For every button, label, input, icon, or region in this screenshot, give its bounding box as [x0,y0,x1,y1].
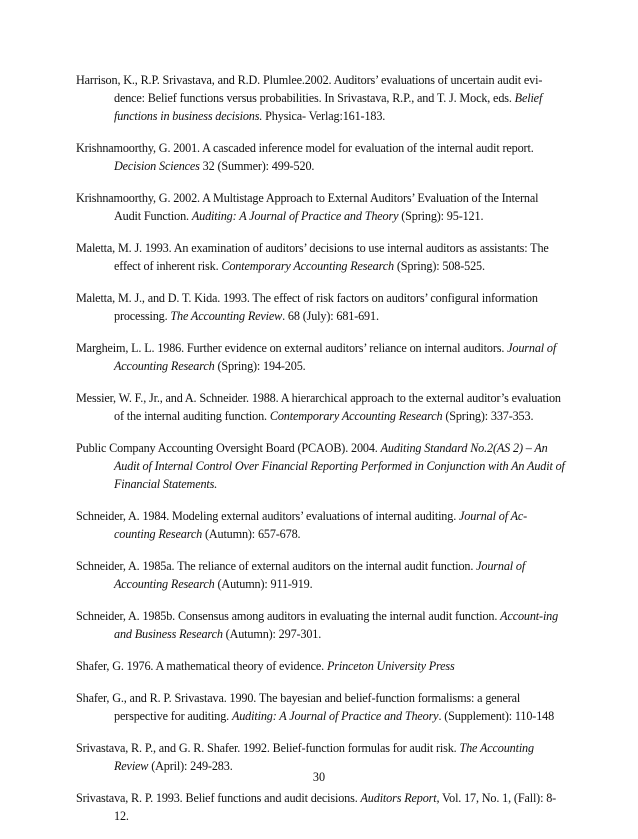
reference-source-title: The Accounting Review [114,741,534,773]
reference-text: . 68 (July): 681-691. [282,309,379,323]
reference-text: Margheim, L. L. 1986. Further evidence on external auditors’ reliance on internal auditors. [76,341,508,355]
reference-text: Physica- Verlag:161-183. [262,109,386,123]
reference-text: Harrison, K., R.P. Srivastava, and R.D. Plumlee.2002. Auditors’ evaluations of uncertain audit evi-dence: Belief functions versus probabilities. In Srivastava, R.P., and T. J. Mock, eds. [76,73,543,105]
reference-entry [76,389,566,425]
reference-source-title: Decision Sciences [114,159,200,173]
reference-text: Maletta, M. J. 1993. An examination of auditors’ decisions to use internal auditors as assistants: The effect of inherent risk. [76,241,549,273]
reference-entry [76,289,566,325]
reference-source-title: Auditors Report, [360,791,440,805]
reference-entry [76,189,566,225]
reference-text: Maletta, M. J., and D. T. Kida. 1993. The effect of risk factors on auditors’ configural information processing. [76,291,538,323]
page-number: 30 [312,770,326,784]
reference-source-title: The Accounting Review [170,309,283,323]
reference-text: Srivastava, R. P., and G. R. Shafer. 1992. Belief-function formulas for audit risk. [76,741,460,755]
reference-text: (Autumn): 297-301. [222,627,322,641]
reference-text: Vol. 17, No. 1, (Fall): 8-12. [114,791,557,823]
reference-text: Shafer, G. 1976. A mathematical theory of evidence. [76,659,327,673]
reference-text: (Autumn): 657-678. [202,527,301,541]
reference-entry [76,439,566,493]
reference-entry [76,789,566,825]
reference-source-title: Belief functions in business decisions. [114,91,543,123]
reference-text: . (Supplement): 110-148 [438,709,555,723]
reference-text: Schneider, A. 1985b. Consensus among auditors in evaluating the internal audit function. [76,609,501,623]
reference-entry [76,657,566,675]
reference-text: (April): 249-283. [148,759,233,773]
reference-entry [76,71,566,125]
reference-source-title: Journal of Accounting Research [114,341,557,373]
reference-text: Srivastava, R. P. 1993. Belief functions and audit decisions. [76,791,361,805]
reference-source-title: Auditing: A Journal of Practice and Theory [191,209,399,223]
reference-entry [76,607,566,643]
reference-source-title: Auditing Standard No.2(AS 2) – An Audit of Internal Control Over Financial Reporting Performed in Conjunction with An Audit of Financial Statements. [114,441,565,491]
reference-text: Schneider, A. 1985a. The reliance of external auditors on the internal audit function. [76,559,477,573]
reference-entry [76,507,566,543]
reference-source-title: Auditing: A Journal of Practice and Theory [231,709,439,723]
reference-source-title: Contemporary Accounting Research [221,259,394,273]
reference-text: (Spring): 337-353. [442,409,534,423]
reference-list [76,71,566,839]
reference-entry [76,557,566,593]
reference-text: Schneider, A. 1984. Modeling external auditors’ evaluations of internal auditing. [76,509,459,523]
reference-entry [76,239,566,275]
reference-entry [76,689,566,725]
reference-source-title: Account-ing and Business Research [114,609,559,641]
reference-entry [76,339,566,375]
reference-text: (Autumn): 911-919. [214,577,313,591]
reference-source-title: Journal of Ac-counting Research [114,509,528,541]
reference-text: (Spring): 194-205. [214,359,306,373]
reference-source-title: Contemporary Accounting Research [269,409,443,423]
reference-text: (Spring): 95-121. [398,209,484,223]
reference-source-title: Princeton University Press [326,659,455,673]
reference-source-title: Journal of Accounting Research [114,559,526,591]
reference-text: Public Company Accounting Oversight Board (PCAOB). 2004. [76,441,381,455]
reference-entry [76,139,566,175]
reference-text: Krishnamoorthy, G. 2001. A cascaded inference model for evaluation of the internal audit report. [76,141,534,155]
reference-text: Shafer, G., and R. P. Srivastava. 1990. The bayesian and belief-function formalisms: a general perspective for auditing. [76,691,521,723]
reference-text: Messier, W. F., Jr., and A. Schneider. 1988. A hierarchical approach to the external auditor’s evaluation of the internal auditing function. [76,391,561,423]
reference-text: Krishnamoorthy, G. 2002. A Multistage Approach to External Auditors’ Evaluation of the Internal Audit Function. [76,191,539,223]
reference-text: 32 (Summer): 499-520. [199,159,315,173]
reference-text: (Spring): 508-525. [393,259,485,273]
